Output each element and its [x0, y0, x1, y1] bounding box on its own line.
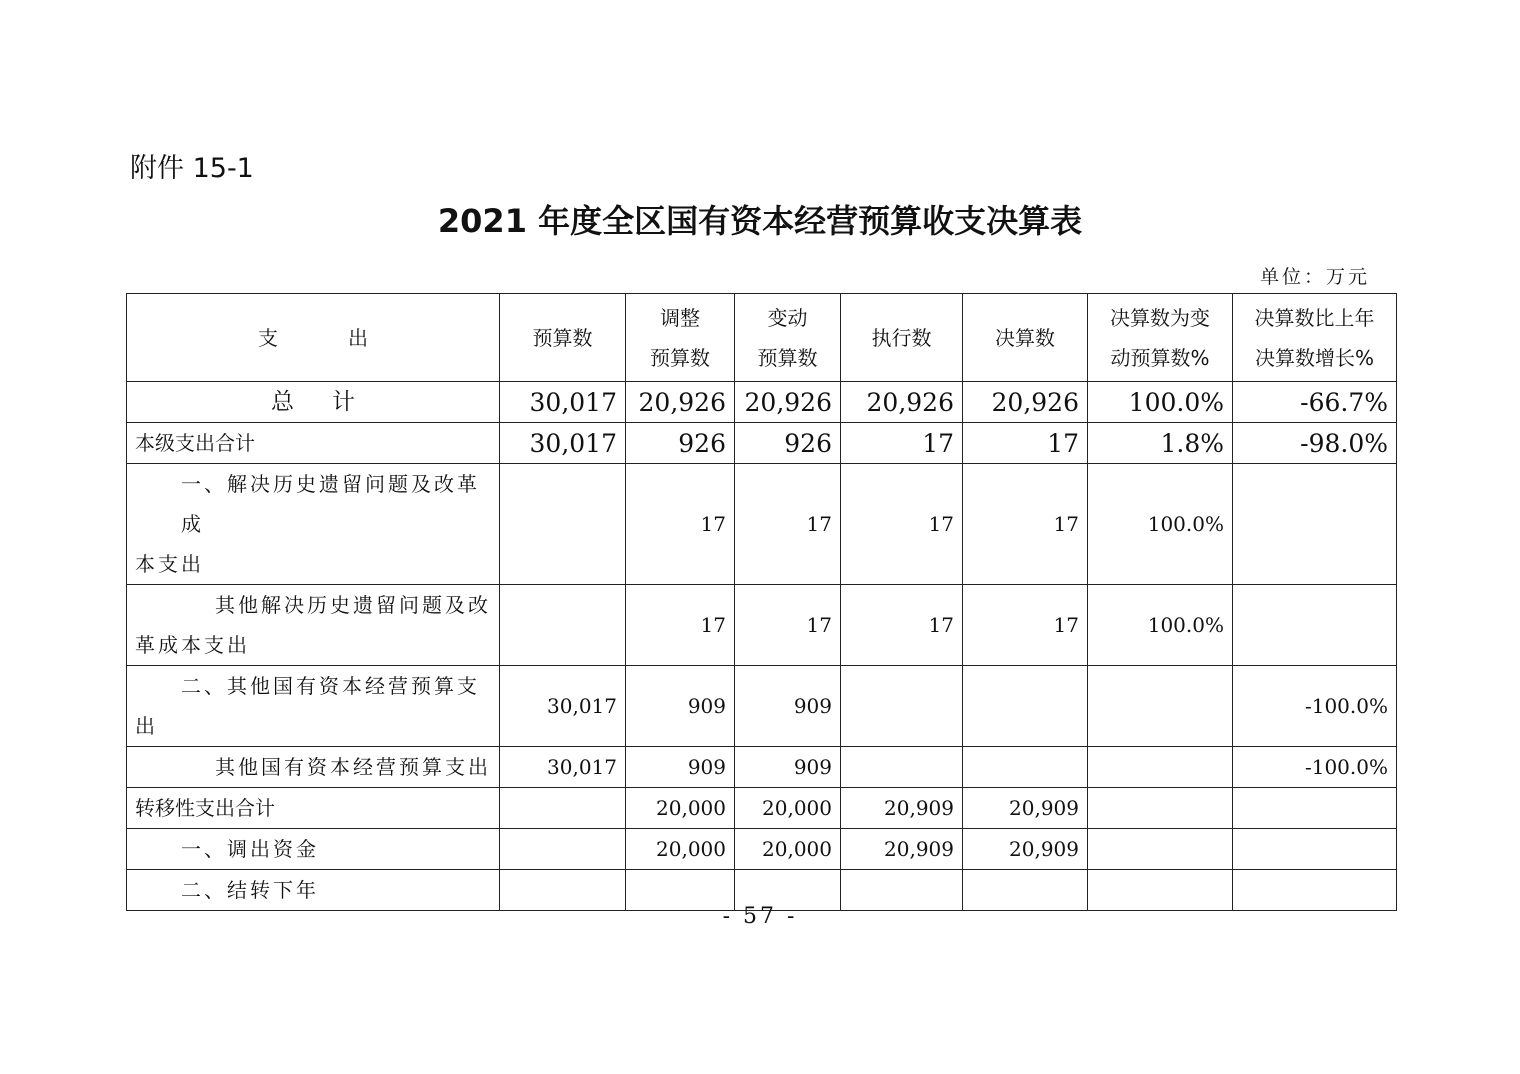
row-label: 转移性支出合计: [127, 788, 500, 829]
cell-execution: [841, 666, 963, 747]
header-budget: 预算数: [500, 294, 626, 382]
row-label: 一、解决历史遗留问题及改革成 本支出: [127, 464, 500, 585]
budget-table: [126, 293, 1397, 911]
cell-ratio: [1088, 788, 1233, 829]
cell-ratio: [1088, 666, 1233, 747]
page-title: 2021 年度全区国有资本经营预算收支决算表: [437, 202, 1083, 240]
cell-adjusted: 20,000: [626, 788, 735, 829]
table-row: [127, 464, 1397, 585]
cell-final: [963, 666, 1088, 747]
row-label: 二、其他国有资本经营预算支出: [127, 666, 500, 747]
cell-final: [963, 747, 1088, 788]
row-label: 二、结转下年: [127, 870, 500, 911]
cell-changed: 17: [735, 464, 841, 585]
cell-execution: 20,909: [841, 788, 963, 829]
table-row-total: [127, 382, 1397, 423]
cell-adjusted: 20,000: [626, 829, 735, 870]
cell-growth: -100.0%: [1233, 666, 1397, 747]
header-growth: 决算数比上年 决算数增长%: [1233, 294, 1397, 382]
cell-adjusted: 20,926: [626, 382, 735, 423]
page-number: - 57 -: [722, 904, 798, 929]
cell-growth: -98.0%: [1233, 423, 1397, 464]
cell-growth: [1233, 464, 1397, 585]
row-label: 本级支出合计: [127, 423, 500, 464]
cell-adjusted: 17: [626, 585, 735, 666]
cell-adjusted: 909: [626, 747, 735, 788]
cell-changed: 909: [735, 666, 841, 747]
cell-budget: [500, 464, 626, 585]
table-header-row: [127, 294, 1397, 382]
cell-final: 17: [963, 423, 1088, 464]
header-final: 决算数: [963, 294, 1088, 382]
cell-budget: [500, 788, 626, 829]
cell-execution: 20,909: [841, 829, 963, 870]
header-expense: 支出: [127, 294, 500, 382]
attachment-label: 附件 15-1: [130, 153, 254, 184]
cell-changed: 20,000: [735, 829, 841, 870]
cell-ratio: 100.0%: [1088, 585, 1233, 666]
cell-growth: [1233, 788, 1397, 829]
cell-final: 20,909: [963, 829, 1088, 870]
row-label: 总计: [127, 382, 500, 423]
cell-execution: [841, 747, 963, 788]
cell-final: 20,909: [963, 788, 1088, 829]
cell-adjusted: 909: [626, 666, 735, 747]
cell-growth: -66.7%: [1233, 382, 1397, 423]
header-execution: 执行数: [841, 294, 963, 382]
cell-budget: 30,017: [500, 382, 626, 423]
table-row-local-total: [127, 423, 1397, 464]
table-row: [127, 585, 1397, 666]
cell-final: 17: [963, 464, 1088, 585]
cell-changed: 909: [735, 747, 841, 788]
table-row: [127, 666, 1397, 747]
cell-execution: 17: [841, 464, 963, 585]
cell-budget: [500, 585, 626, 666]
cell-budget: 30,017: [500, 666, 626, 747]
cell-budget: [500, 829, 626, 870]
table-row: [127, 829, 1397, 870]
cell-ratio: [1088, 747, 1233, 788]
row-label: 其他国有资本经营预算支出: [127, 747, 500, 788]
header-changed: 变动 预算数: [735, 294, 841, 382]
table-row: [127, 747, 1397, 788]
cell-final: 20,926: [963, 382, 1088, 423]
cell-growth: [1233, 829, 1397, 870]
header-ratio: 决算数为变 动预算数%: [1088, 294, 1233, 382]
cell-ratio: 100.0%: [1088, 464, 1233, 585]
cell-adjusted: 926: [626, 423, 735, 464]
cell-ratio: 1.8%: [1088, 423, 1233, 464]
cell-growth: [1233, 585, 1397, 666]
cell-ratio: [1088, 829, 1233, 870]
cell-changed: 20,000: [735, 788, 841, 829]
cell-execution: 17: [841, 585, 963, 666]
cell-ratio: 100.0%: [1088, 382, 1233, 423]
cell-growth: -100.0%: [1233, 747, 1397, 788]
row-label: 其他解决历史遗留问题及改 革成本支出: [127, 585, 500, 666]
unit-label: 单位：万元: [1259, 266, 1370, 288]
cell-changed: 17: [735, 585, 841, 666]
cell-changed: 926: [735, 423, 841, 464]
cell-final: 17: [963, 585, 1088, 666]
cell-budget: 30,017: [500, 747, 626, 788]
row-label: 一、调出资金: [127, 829, 500, 870]
table-row-transfer-total: [127, 788, 1397, 829]
cell-execution: 20,926: [841, 382, 963, 423]
cell-adjusted: 17: [626, 464, 735, 585]
header-adjusted: 调整 预算数: [626, 294, 735, 382]
cell-execution: 17: [841, 423, 963, 464]
cell-changed: 20,926: [735, 382, 841, 423]
cell-budget: 30,017: [500, 423, 626, 464]
